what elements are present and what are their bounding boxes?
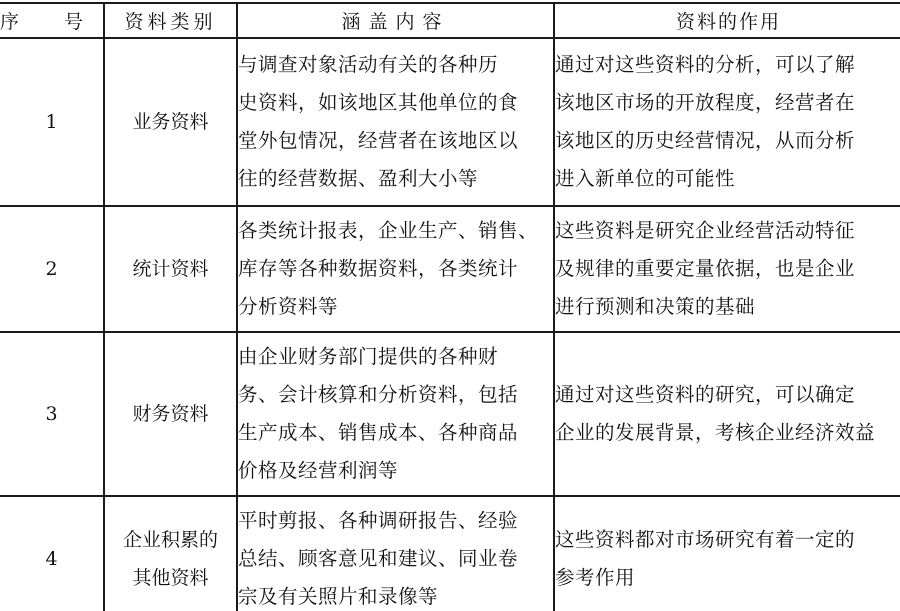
- category-line: 财务资料: [132, 403, 209, 425]
- row-index: 2: [0, 206, 104, 332]
- content-line: 平时剪报、各种调研报告、经验: [238, 509, 519, 532]
- content-line: 史资料，如该地区其他单位的食: [238, 91, 519, 114]
- role-line: 企业的发展背景，考核企业经济效益: [555, 421, 876, 444]
- row-category: [104, 496, 237, 611]
- content-line: 价格及经营利润等: [238, 459, 399, 482]
- table-row: [0, 206, 900, 332]
- table-row: [0, 332, 900, 496]
- row-index: 1: [0, 38, 104, 206]
- role-line: 进入新单位的可能性: [555, 167, 736, 190]
- role-line: 该地区市场的开放程度，经营者在: [555, 91, 856, 114]
- table-row: [0, 38, 900, 206]
- header-index: [0, 3, 104, 38]
- row-category: [104, 38, 237, 206]
- role-line: 进行预测和决策的基础: [555, 295, 756, 318]
- row-content: [237, 332, 554, 496]
- content-line: 生产成本、销售成本、各种商品: [238, 421, 519, 444]
- role-line: 这些资料是研究企业经营活动特征: [555, 219, 856, 242]
- content-line: 往的经营数据、盈利大小等: [238, 167, 479, 190]
- category-line: 统计资料: [132, 258, 209, 280]
- row-role: [554, 496, 900, 611]
- table-row: [0, 496, 900, 611]
- header-content: 涵盖内容: [237, 3, 554, 38]
- row-category: [104, 332, 237, 496]
- role-line: 这些资料都对市场研究有着一定的: [555, 528, 856, 551]
- content-line: 库存等各种数据资料，各类统计: [238, 257, 519, 280]
- row-role: [554, 38, 900, 206]
- content-line: 堂外包情况，经营者在该地区以: [238, 129, 519, 152]
- content-line: 总结、顾客意见和建议、同业卷: [238, 547, 519, 570]
- row-content: [237, 496, 554, 611]
- role-line: 通过对这些资料的研究，可以确定: [555, 383, 856, 406]
- role-line: 通过对这些资料的分析，可以了解: [555, 53, 856, 76]
- row-content: [237, 206, 554, 332]
- header-index-a: 序: [0, 11, 21, 33]
- row-role: [554, 206, 900, 332]
- category-line: 企业积累的: [122, 529, 218, 551]
- category-line: 业务资料: [132, 111, 209, 133]
- content-line: 务、会计核算和分析资料，包括: [238, 383, 519, 406]
- row-category: [104, 206, 237, 332]
- row-index: 4: [0, 496, 104, 611]
- content-line: 宗及有关照片和录像等: [238, 585, 439, 608]
- row-role: [554, 332, 900, 496]
- category-line: 其他资料: [132, 567, 209, 589]
- row-index: 3: [0, 332, 104, 496]
- role-line: 及规律的重要定量依据，也是企业: [555, 257, 856, 280]
- content-line: 分析资料等: [238, 295, 339, 318]
- data-table: [0, 2, 900, 611]
- row-content: [237, 38, 554, 206]
- role-line: 该地区的历史经营情况，从而分析: [555, 129, 856, 152]
- role-line: 参考作用: [555, 566, 636, 589]
- header-category: 资料类别: [104, 3, 237, 38]
- content-line: 与调查对象活动有关的各种历: [238, 53, 499, 76]
- header-index-b: 号: [64, 11, 85, 33]
- header-row: [0, 3, 900, 38]
- header-role: 资料的作用: [554, 3, 900, 38]
- content-line: 各类统计报表，企业生产、销售、: [238, 219, 539, 242]
- content-line: 由企业财务部门提供的各种财: [238, 345, 499, 368]
